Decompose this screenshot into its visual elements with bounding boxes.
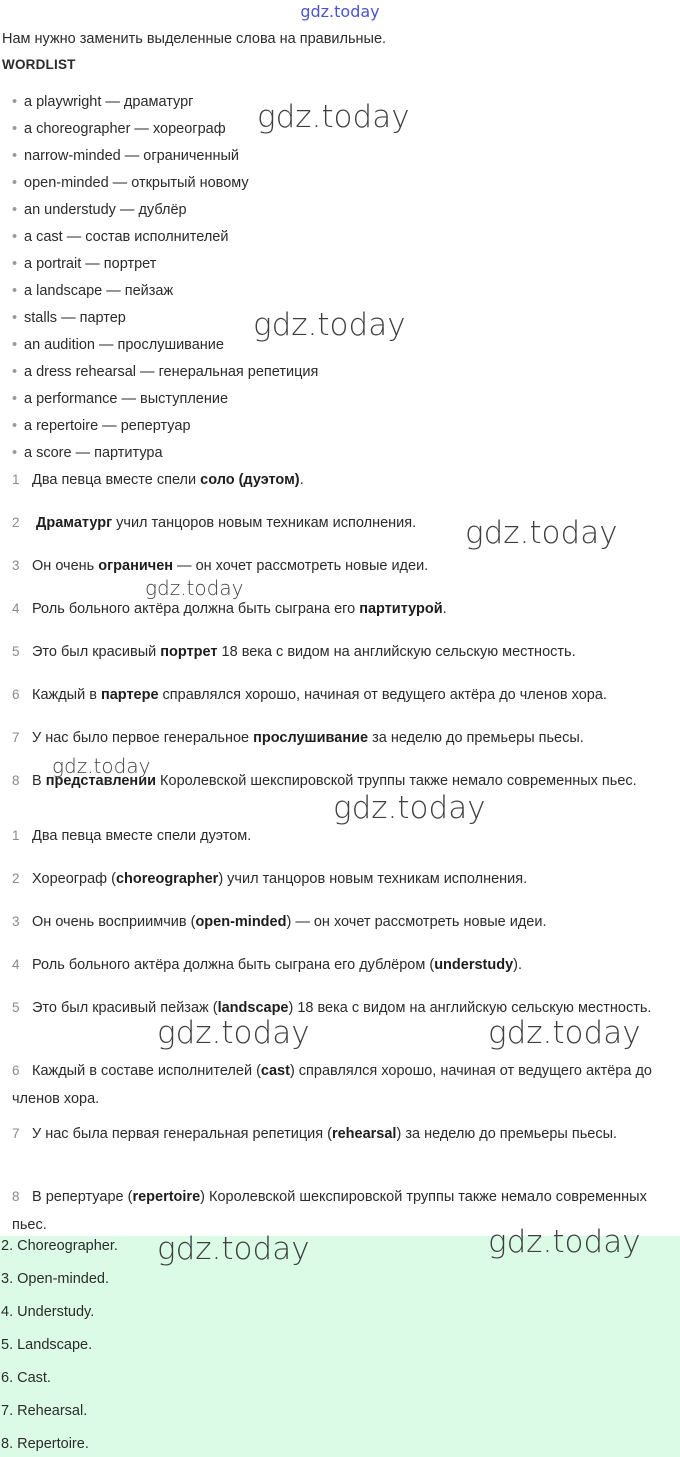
sentence-number: 4 <box>12 601 20 616</box>
wordlist-item <box>12 229 228 245</box>
wordlist-text: a landscape — пейзаж <box>24 283 174 299</box>
watermark: gdz.today <box>145 576 244 600</box>
wordlist-title: WORDLIST <box>2 57 76 72</box>
answer-item: 7. Rehearsal. <box>1 1403 88 1419</box>
bullet-icon: • <box>12 445 18 461</box>
sentence-number: 7 <box>12 1126 20 1141</box>
sentence-number: 6 <box>12 1063 20 1078</box>
watermark: gdz.today <box>488 1015 641 1051</box>
bullet-icon: • <box>12 121 18 137</box>
bullet-icon: • <box>12 175 18 191</box>
answers-panel <box>0 1236 680 1457</box>
highlighted-word: соло (дуэтом) <box>200 472 300 488</box>
wordlist-text: an understudy — дублёр <box>24 202 187 218</box>
highlighted-word: партере <box>100 687 159 703</box>
sentence-text: В <box>32 773 46 789</box>
answer-item: 5. Landscape. <box>1 1337 93 1353</box>
wordlist-text: an audition — прослушивание <box>24 337 224 353</box>
top-watermark: gdz.today <box>300 2 380 21</box>
wordlist-text: narrow-minded — ограниченный <box>24 148 240 164</box>
sentence-item <box>12 1120 676 1148</box>
sentence-number: 8 <box>12 1189 20 1204</box>
wordlist-text: a portrait — портрет <box>24 256 157 272</box>
wordlist-text: a dress rehearsal — генеральная репетиция <box>24 364 319 380</box>
sentence-number: 7 <box>12 730 20 745</box>
sentence-item <box>12 466 676 494</box>
highlighted-word: прослушивание <box>253 730 369 746</box>
sentence-text: У нас было первое генеральное <box>32 730 254 746</box>
bullet-icon: • <box>12 202 18 218</box>
sentence-number: 1 <box>12 828 20 843</box>
wordlist-text: a cast — состав исполнителей <box>24 229 229 245</box>
answer-item: 4. Understudy. <box>1 1304 95 1320</box>
sentence-text: ) справлялся хорошо, начиная от ведущего актёра до членов хора. <box>12 1063 652 1107</box>
wordlist-text: a choreographer — хореограф <box>24 121 226 137</box>
sentence-number: 5 <box>12 644 20 659</box>
bullet-icon: • <box>12 337 18 353</box>
wordlist-item <box>12 391 228 407</box>
sentence-text: Это был красивый <box>32 644 161 660</box>
bullet-icon: • <box>12 391 18 407</box>
wordlist-item <box>12 445 163 461</box>
bullet-icon: • <box>12 310 18 326</box>
sentence-item <box>12 1057 676 1113</box>
sentence-number: 2 <box>12 871 20 886</box>
highlighted-word: rehearsal <box>331 1126 397 1142</box>
highlighted-word: understudy <box>434 957 514 973</box>
watermark: gdz.today <box>52 754 151 778</box>
sentence-text: за неделю до премьеры пьесы. <box>368 730 584 746</box>
wordlist-text: open-minded — открытый новому <box>24 175 249 191</box>
sentence-text: Это был красивый пейзаж ( <box>32 1000 218 1016</box>
wordlist-item <box>12 283 173 299</box>
sentence-item <box>12 724 676 752</box>
sentence-number: 3 <box>12 558 20 573</box>
sentence-text: . <box>442 601 447 617</box>
bullet-icon: • <box>12 283 18 299</box>
highlighted-word: ограничен <box>98 558 174 574</box>
wordlist-text: a playwright — драматург <box>24 94 194 110</box>
watermark: gdz.today <box>488 1224 641 1260</box>
sentence-item <box>12 908 676 936</box>
highlighted-word: landscape <box>217 1000 289 1016</box>
sentence-text: Два певца вместе спели <box>32 472 201 488</box>
highlighted-word: Драматург <box>36 515 113 531</box>
wordlist-text: a performance — выступление <box>24 391 229 407</box>
watermark: gdz.today <box>253 307 406 343</box>
answer-item: 6. Cast. <box>1 1370 51 1386</box>
sentence-item <box>12 681 676 709</box>
highlighted-word: партитурой <box>359 601 443 617</box>
sentence-number: 8 <box>12 773 20 788</box>
highlighted-word: choreographer <box>115 871 219 887</box>
sentence-text: учил танцоров новым техникам исполнения. <box>112 515 417 531</box>
sentence-text: Роль больного актёра должна быть сыграна его <box>32 601 360 617</box>
sentence-text: Каждый в составе исполнителей ( <box>32 1063 261 1079</box>
sentence-text: ) учил танцоров новым техникам исполнения. <box>218 871 528 887</box>
wordlist-item <box>12 202 187 218</box>
watermark: gdz.today <box>465 515 618 551</box>
sentence-text: Два певца вместе спели дуэтом. <box>32 828 252 844</box>
sentence-number: 1 <box>12 472 20 487</box>
sentence-item <box>12 552 676 580</box>
highlighted-word: портрет <box>160 644 218 660</box>
bullet-icon: • <box>12 256 18 272</box>
highlighted-word: open-minded <box>195 914 287 930</box>
sentence-text: Он очень восприимчив ( <box>32 914 196 930</box>
sentence-text: . <box>299 472 304 488</box>
sentence-text: Королевской шекспировской труппы также немало современных пьес. <box>156 773 637 789</box>
intro-text: Нам нужно заменить выделенные слова на правильные. <box>2 31 387 47</box>
watermark: gdz.today <box>157 1015 310 1051</box>
bullet-icon: • <box>12 364 18 380</box>
wordlist-item <box>12 337 224 353</box>
sentence-number: 6 <box>12 687 20 702</box>
sentence-number: 3 <box>12 914 20 929</box>
sentence-text: справлялся хорошо, начиная от ведущего актёра до членов хора. <box>158 687 607 703</box>
sentence-number: 2 <box>12 515 20 530</box>
sentence-text: ) — он хочет рассмотреть новые идеи. <box>286 914 547 930</box>
bullet-icon: • <box>12 418 18 434</box>
sentence-text: — он хочет рассмотреть новые идеи. <box>173 558 429 574</box>
sentence-text: Роль больного актёра должна быть сыграна его дублёром ( <box>32 957 435 973</box>
answer-item: 2. Choreographer. <box>1 1238 118 1254</box>
bullet-icon: • <box>12 229 18 245</box>
wordlist-text: a score — партитура <box>24 445 163 461</box>
wordlist-item <box>12 121 226 137</box>
wordlist-item <box>12 364 318 380</box>
watermark: gdz.today <box>333 790 486 826</box>
sentence-text: У нас была первая генеральная репетиция ( <box>32 1126 332 1142</box>
sentence-text: В репертуаре ( <box>32 1189 133 1205</box>
sentence-text: ). <box>513 957 523 973</box>
highlighted-word: repertoire <box>132 1189 201 1205</box>
answer-item: 8. Repertoire. <box>1 1436 89 1452</box>
wordlist-text: a repertoire — репертуар <box>24 418 191 434</box>
sentence-text: ) 18 века с видом на английскую сельскую местность. <box>288 1000 652 1016</box>
sentence-text: Каждый в <box>32 687 101 703</box>
bullet-icon: • <box>12 148 18 164</box>
wordlist-item <box>12 256 156 272</box>
wordlist-item <box>12 94 193 110</box>
wordlist-item <box>12 175 249 191</box>
watermark: gdz.today <box>157 1231 310 1267</box>
sentence-number: 5 <box>12 1000 20 1015</box>
sentence-number: 4 <box>12 957 20 972</box>
bullet-icon: • <box>12 94 18 110</box>
sentence-text: 18 века с видом на английскую сельскую местность. <box>217 644 576 660</box>
watermark: gdz.today <box>257 99 410 135</box>
sentence-item <box>12 638 676 666</box>
highlighted-word: представлении <box>45 773 157 789</box>
wordlist-text: stalls — партер <box>24 310 126 326</box>
answer-item: 3. Open-minded. <box>1 1271 110 1287</box>
highlighted-word: cast <box>260 1063 290 1079</box>
sentence-text: Он очень <box>32 558 99 574</box>
wordlist-item <box>12 148 239 164</box>
sentence-text: ) Королевской шекспировской труппы также немало современных пьес. <box>12 1189 647 1233</box>
sentence-item <box>12 951 676 979</box>
wordlist-item <box>12 418 191 434</box>
sentence-item <box>12 595 676 623</box>
sentence-item <box>12 865 676 893</box>
sentence-text: ) за неделю до премьеры пьесы. <box>396 1126 618 1142</box>
sentence-item <box>12 822 676 850</box>
sentence-text: Хореограф ( <box>32 871 116 887</box>
wordlist-item <box>12 310 126 326</box>
